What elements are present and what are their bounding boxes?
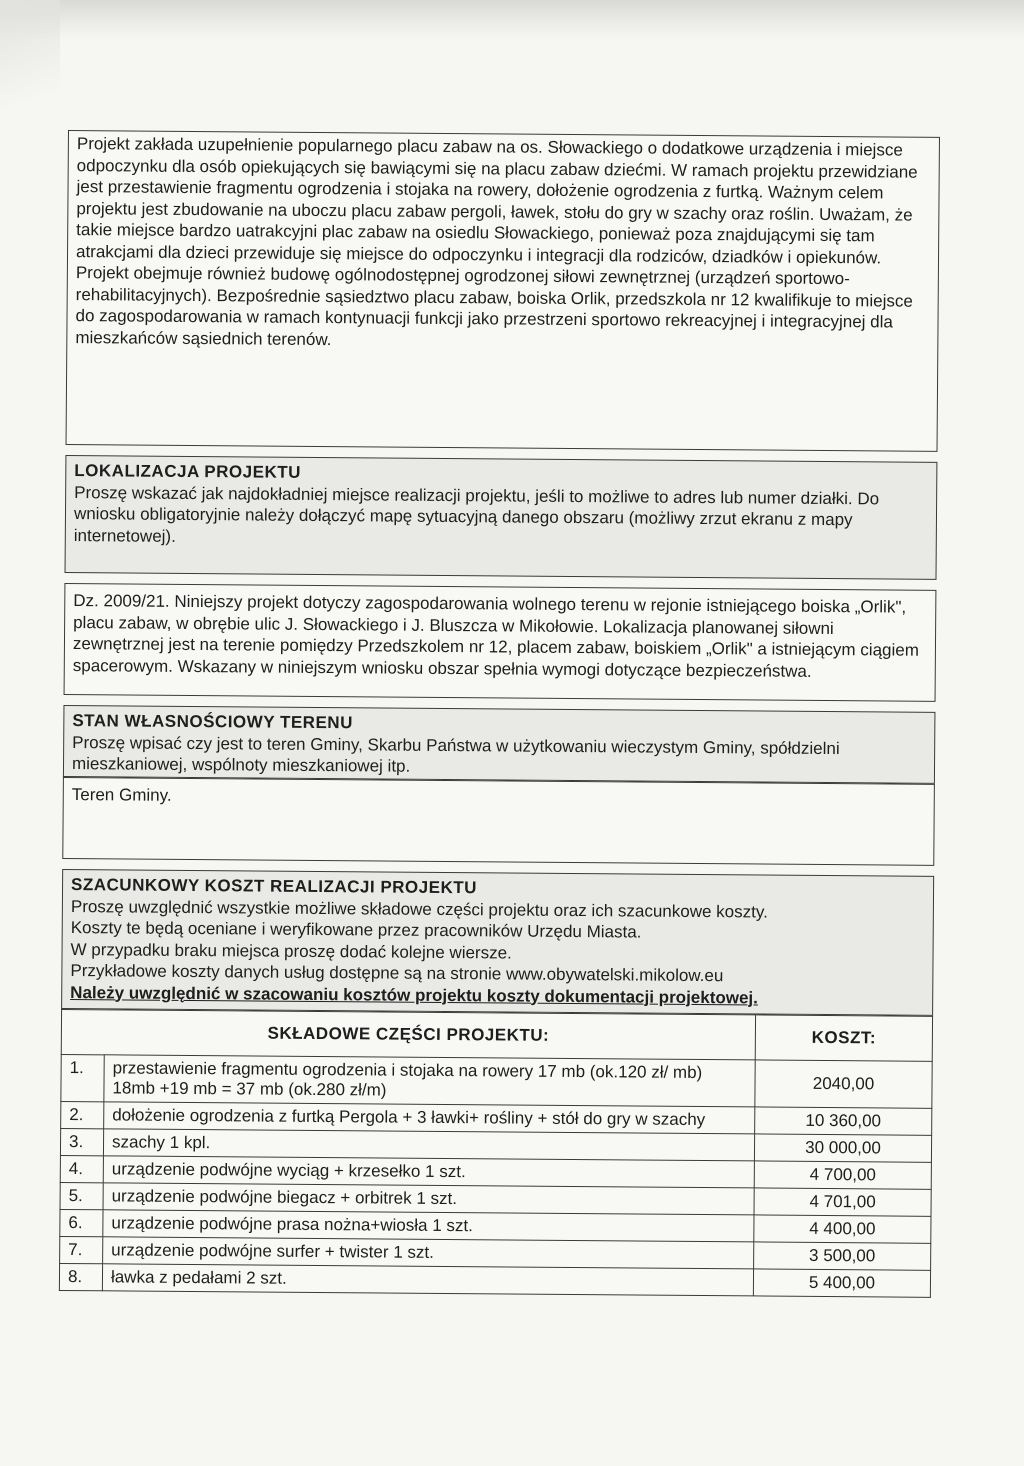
ownership-instructions: Proszę wpisać czy jest to teren Gminy, Skarbu Państwa w użytkowaniu wieczystym Gminy, spółdzielni mieszkaniowej, wspólnoty mieszkaniowej itp. — [71, 732, 840, 776]
row-cost: 10 360,00 — [755, 1107, 932, 1135]
row-cost: 4 701,00 — [754, 1188, 931, 1216]
cost-line-4: Przykładowe koszty danych usług dostępne są na stronie www.obywatelski.mikolow.eu — [70, 961, 724, 986]
location-answer: Dz. 2009/21. Niniejszy projekt dotyczy zagospodarowania wolnego terenu w rejonie istniejącego boiska „Orlik", placu zabaw, w obrębie ulic J. Słowackiego i J. Bluszcza w Mikołowie. Lokalizacja planowanej siłowni zewnętrznej jest na terenie pomiędzy Przedszkolem nr 12, placem zabaw, boiskiem „Orlik" a istniejącym ciągiem spacerowym. Wskazany w niniejszym wniosku obszar spełnia wymogi dotyczące bezpieczeństwa. — [72, 591, 920, 681]
row-number: 2. — [61, 1101, 104, 1128]
cost-section — [61, 869, 934, 1016]
table-row — [59, 1263, 930, 1297]
project-description-box — [66, 130, 940, 452]
row-number: 3. — [60, 1128, 103, 1155]
scan-edge — [0, 0, 1024, 40]
cost-note: Należy uwzględnić w szacowaniu kosztów projektu koszty dokumentacji projektowej. — [70, 982, 758, 1007]
application-form — [58, 130, 946, 1357]
row-number: 1. — [61, 1054, 104, 1101]
row-cost: 30 000,00 — [754, 1134, 931, 1162]
row-item: urządzenie podwójne biegacz + orbitrek 1 szt. — [103, 1183, 754, 1215]
col-cost-header: KOSZT: — [755, 1015, 932, 1061]
row-item: ławka z pedałami 2 szt. — [102, 1264, 753, 1296]
row-number: 4. — [60, 1155, 103, 1182]
col-parts-header: SKŁADOWE CZĘŚCI PROJEKTU: — [61, 1009, 755, 1059]
row-number: 6. — [60, 1209, 103, 1236]
row-cost: 2040,00 — [755, 1060, 932, 1108]
scan-shadow — [0, 0, 60, 140]
location-answer-box — [64, 583, 937, 702]
row-item: urządzenie podwójne prasa nożna+wiosła 1 szt. — [103, 1210, 754, 1242]
row-cost: 5 400,00 — [753, 1269, 930, 1297]
cost-heading: SZACUNKOWY KOSZT REALIZACJI PROJEKTU — [70, 875, 478, 898]
row-item: dołożenie ogrodzenia z furtką Pergola + 3 ławki+ rośliny + stół do gry w szachy — [104, 1102, 755, 1134]
row-cost: 3 500,00 — [754, 1242, 931, 1270]
project-description-text: Projekt zakłada uzupełnienie popularnego placu zabaw na os. Słowackiego o dodatkowe urządzenia i miejsce odpoczynku dla osób opiekujących się bawiącymi się na placu zabaw dziećmi. W ramach projektu przewidziane jest przestawienie fragmentu ogrodzenia i stojaka na rowery, dołożenie ogrodzenia z furtką. Ważnym celem projektu jest zbudowanie na uboczu placu zabaw pergoli, ławek, stołu do gry w szachy oraz roślin. Uważam, że takie miejsce bardzo uatrakcyjni plac zabaw na osiedlu Słowackiego, ponieważ poza znajdującymi się tam atrakcjami dla dzieci przewiduje się miejsce do odpoczynku i integracji dla rodziców, dziadków i opiekunów. Projekt obejmuje również budowę ogólnodostępnej ogrodzonej siłowi zewnętrznej (urządzeń sportowo-rehabilitacyjnych). Bezpośrednie sąsiedztwo placu zabaw, boiska Orlik, przedszkola nr 12 kwalifikuje to miejsce do zagospodarowania w ramach kontynuacji funkcji jako przestrzeni sportowo rekreacyjnej i integracyjnej dla mieszkańców sąsiednich terenów. — [75, 134, 918, 349]
location-heading: LOKALIZACJA PROJEKTU — [74, 461, 302, 482]
ownership-section — [63, 705, 936, 784]
row-number: 5. — [60, 1182, 103, 1209]
location-instructions: Proszę wskazać jak najdokładniej miejsce realizacji projektu, jeśli to możliwe to adres lub numer działki. Do wniosku obligatoryjnie należy dołączyć mapę sytuacyjną danego obszaru (możliwy zrzut ekranu z mapy internetowej). — [73, 482, 880, 546]
row-item: przestawienie fragmentu ogrodzenia i stojaka na rowery 17 mb (ok.120 zł/ mb) 18mb +19 mb = 37 mb (ok.280 zł/m) — [104, 1055, 755, 1107]
row-cost: 4 700,00 — [754, 1161, 931, 1189]
row-item: szachy 1 kpl. — [103, 1129, 754, 1161]
cost-table-header — [61, 1009, 932, 1061]
ownership-heading: STAN WŁASNOŚCIOWY TERENU — [72, 711, 353, 733]
row-number: 8. — [59, 1263, 102, 1290]
cost-line-1: Proszę uwzględnić wszystkie możliwe składowe części projektu oraz ich szacunkowe koszty. — [70, 896, 768, 922]
row-item: urządzenie podwójne wyciąg + krzesełko 1 szt. — [103, 1156, 754, 1188]
table-row — [61, 1054, 932, 1108]
row-item: urządzenie podwójne surfer + twister 1 szt. — [103, 1237, 754, 1269]
cost-table — [59, 1009, 933, 1298]
row-cost: 4 400,00 — [754, 1215, 931, 1243]
cost-line-2: Koszty te będą oceniane i weryfikowane przez pracowników Urzędu Miasta. — [70, 918, 642, 942]
ownership-answer: Teren Gminy. — [71, 785, 172, 805]
row-number: 7. — [60, 1236, 103, 1263]
location-section — [65, 455, 938, 580]
cost-line-3: W przypadku braku miejsca proszę dodać kolejne wiersze. — [70, 939, 512, 963]
ownership-answer-box — [62, 777, 935, 866]
